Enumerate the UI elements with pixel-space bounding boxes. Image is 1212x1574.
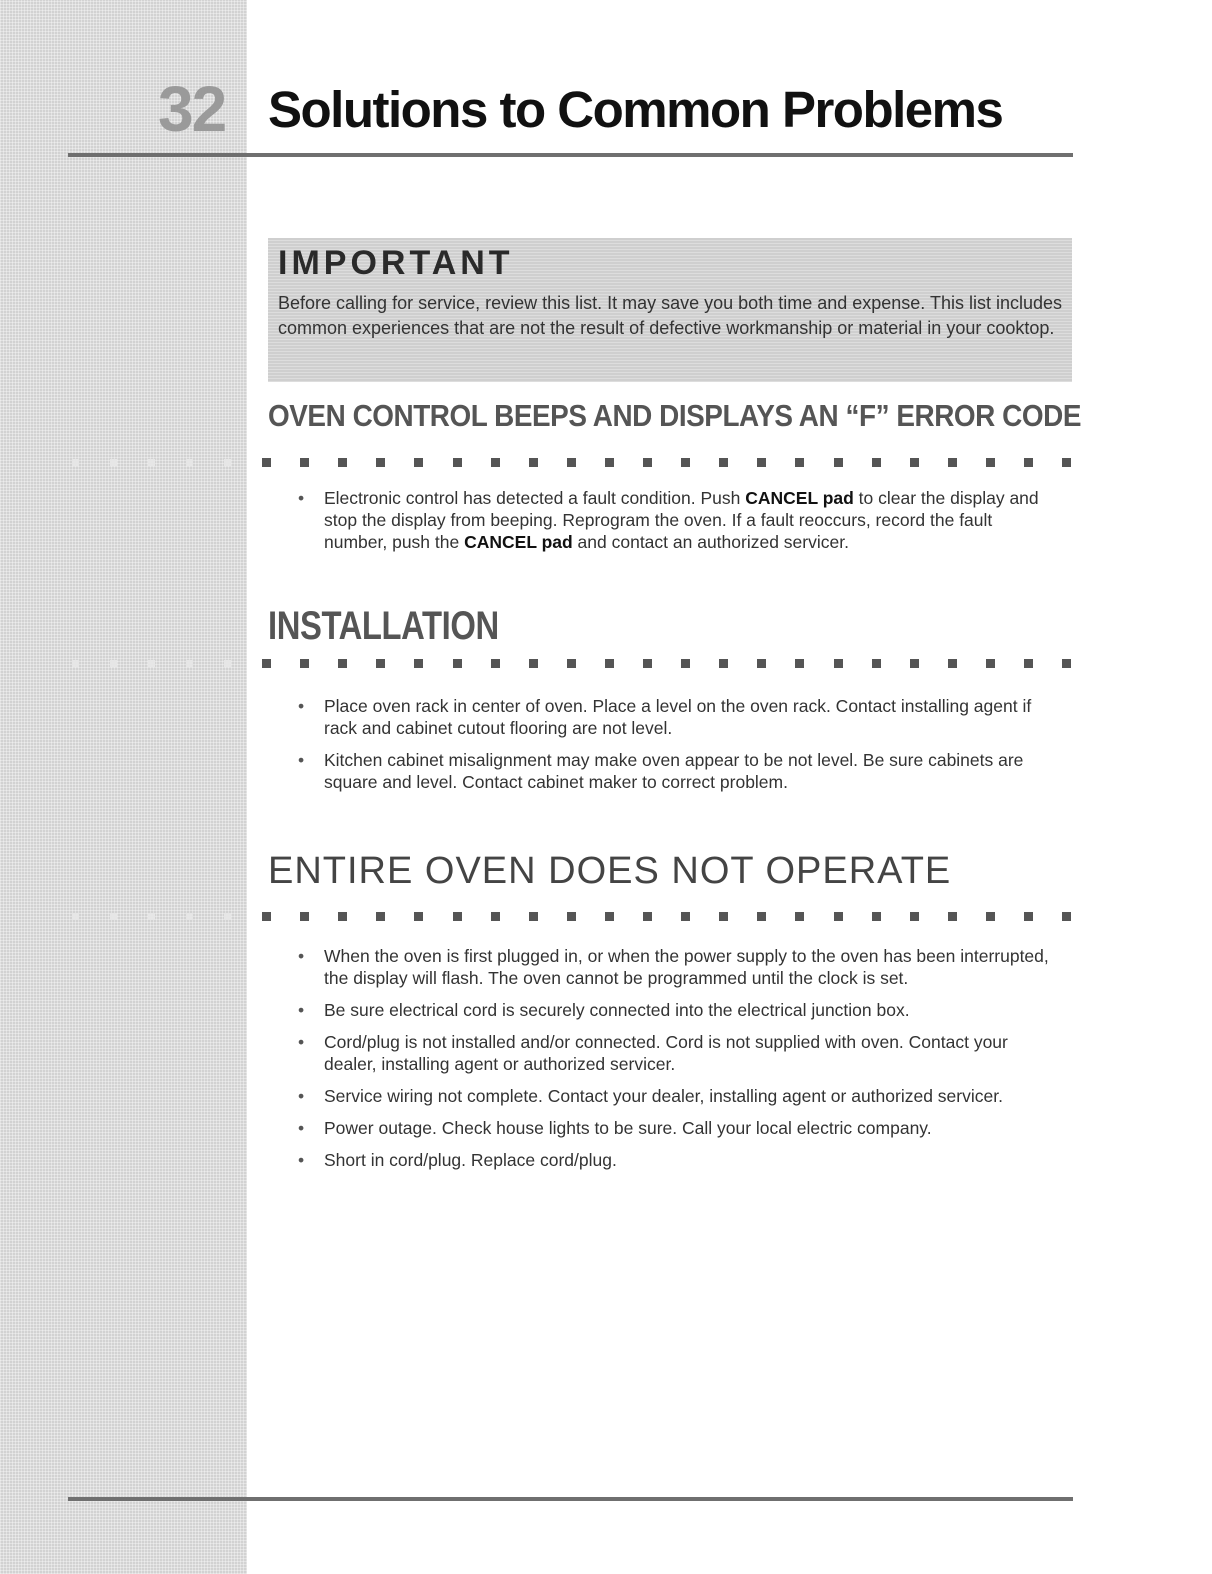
divider-dot <box>795 659 804 668</box>
divider-dot <box>910 458 919 467</box>
divider-dot <box>643 912 652 921</box>
divider-dot <box>1024 659 1033 668</box>
divider-dot <box>148 459 155 466</box>
section-title-installation: INSTALLATION <box>268 604 499 648</box>
divider-dot <box>529 912 538 921</box>
divider-dot <box>414 659 423 668</box>
divider-dot <box>110 459 117 466</box>
list-item: • Be sure electrical cord is securely connected into the electrical junction box. <box>298 999 1058 1021</box>
divider-dot <box>948 659 957 668</box>
section-divider <box>0 457 1080 469</box>
bullet-text: and contact an authorized servicer. <box>572 532 849 552</box>
header-rule <box>68 153 1073 157</box>
divider-dot <box>872 912 881 921</box>
divider-dot <box>757 659 766 668</box>
cancel-pad-label: CANCEL pad <box>464 532 573 552</box>
page-title: Solutions to Common Problems <box>268 81 1003 138</box>
divider-dot <box>795 912 804 921</box>
divider-dot <box>148 913 155 920</box>
divider-dot <box>872 659 881 668</box>
section-list-installation <box>298 695 1058 803</box>
divider-dot <box>605 458 614 467</box>
page-number: 32 <box>158 73 226 145</box>
divider-dot <box>72 913 79 920</box>
divider-dot <box>110 660 117 667</box>
divider-dot <box>186 913 193 920</box>
divider-dot <box>491 458 500 467</box>
divider-dot <box>719 458 728 467</box>
bullet-text: to clear the display and stop the display from beeping. Reprogram the oven. If a fault reoccurs, record the fault number, push the <box>324 488 1039 552</box>
list-item: • Service wiring not complete. Contact your dealer, installing agent or authorized servicer. <box>298 1085 1058 1107</box>
divider-dot <box>605 912 614 921</box>
divider-dot <box>986 458 995 467</box>
divider-dot <box>872 458 881 467</box>
divider-dot <box>948 458 957 467</box>
divider-dot <box>567 458 576 467</box>
divider-dot <box>148 660 155 667</box>
divider-dot <box>338 659 347 668</box>
divider-dot <box>1024 912 1033 921</box>
section-list-error-code <box>298 487 1058 563</box>
list-item: • Power outage. Check house lights to be sure. Call your local electric company. <box>298 1117 1058 1139</box>
left-margin-band <box>0 0 247 1574</box>
divider-dot <box>1062 912 1071 921</box>
divider-dot <box>719 912 728 921</box>
divider-dot <box>453 659 462 668</box>
divider-dot <box>300 659 309 668</box>
divider-dot <box>262 912 271 921</box>
divider-dot <box>491 912 500 921</box>
divider-dot <box>262 659 271 668</box>
list-item: • Kitchen cabinet misalignment may make oven appear to be not level. Be sure cabinets are square and level. Contact cabinet maker to correct problem. <box>298 749 1058 793</box>
divider-dot <box>757 458 766 467</box>
section-title-oven-not-operate: ENTIRE OVEN DOES NOT OPERATE <box>268 850 952 892</box>
list-item: • When the oven is first plugged in, or when the power supply to the oven has been interrupted, the display will flash. The oven cannot be programmed until the clock is set. <box>298 945 1058 989</box>
divider-dot <box>681 912 690 921</box>
divider-dot <box>300 458 309 467</box>
divider-dot <box>643 458 652 467</box>
divider-dot <box>262 458 271 467</box>
cancel-pad-label: CANCEL pad <box>745 488 854 508</box>
important-title: IMPORTANT <box>278 244 514 282</box>
divider-dot <box>529 659 538 668</box>
list-item <box>298 487 1058 553</box>
divider-dot <box>643 659 652 668</box>
divider-dot <box>948 912 957 921</box>
divider-dot <box>72 459 79 466</box>
divider-dot <box>986 659 995 668</box>
divider-dot <box>376 912 385 921</box>
bullet-text: Electronic control has detected a fault condition. Push <box>324 488 746 508</box>
divider-dot <box>834 458 843 467</box>
divider-dot <box>186 660 193 667</box>
divider-dot <box>529 458 538 467</box>
divider-dot <box>224 459 231 466</box>
section-list-oven-not-operate <box>298 945 1058 1181</box>
important-notice <box>268 238 1072 382</box>
divider-dot <box>453 912 462 921</box>
section-divider <box>0 658 1080 670</box>
divider-dot <box>681 659 690 668</box>
divider-dot <box>986 912 995 921</box>
divider-dot <box>338 458 347 467</box>
divider-dot <box>453 458 462 467</box>
divider-dot <box>224 913 231 920</box>
divider-dot <box>567 912 576 921</box>
divider-dot <box>1062 458 1071 467</box>
divider-dot <box>605 659 614 668</box>
divider-dot <box>376 458 385 467</box>
divider-dot <box>224 660 231 667</box>
divider-dot <box>834 659 843 668</box>
divider-dot <box>1024 458 1033 467</box>
divider-dot <box>910 659 919 668</box>
divider-dot <box>681 458 690 467</box>
list-item: • Short in cord/plug. Replace cord/plug. <box>298 1149 1058 1171</box>
divider-dot <box>186 459 193 466</box>
section-divider <box>0 911 1080 923</box>
list-item: • Cord/plug is not installed and/or connected. Cord is not supplied with oven. Contact your dealer, installing agent or authorized servicer. <box>298 1031 1058 1075</box>
divider-dot <box>414 912 423 921</box>
list-item: • Place oven rack in center of oven. Place a level on the oven rack. Contact installing agent if rack and cabinet cutout flooring are not level. <box>298 695 1058 739</box>
divider-dot <box>300 912 309 921</box>
divider-dot <box>1062 659 1071 668</box>
important-text: Before calling for service, review this list. It may save you both time and expense. This list includes common experiences that are not the result of defective workmanship or material in your cooktop. <box>278 293 1063 338</box>
divider-dot <box>567 659 576 668</box>
divider-dot <box>338 912 347 921</box>
divider-dot <box>110 913 117 920</box>
divider-dot <box>72 660 79 667</box>
divider-dot <box>757 912 766 921</box>
divider-dot <box>719 659 728 668</box>
divider-dot <box>376 659 385 668</box>
divider-dot <box>795 458 804 467</box>
divider-dot <box>834 912 843 921</box>
footer-rule <box>68 1497 1073 1501</box>
divider-dot <box>910 912 919 921</box>
divider-dot <box>414 458 423 467</box>
divider-dot <box>491 659 500 668</box>
section-title-error-code: OVEN CONTROL BEEPS AND DISPLAYS AN “F” ERROR CODE <box>268 398 1081 433</box>
